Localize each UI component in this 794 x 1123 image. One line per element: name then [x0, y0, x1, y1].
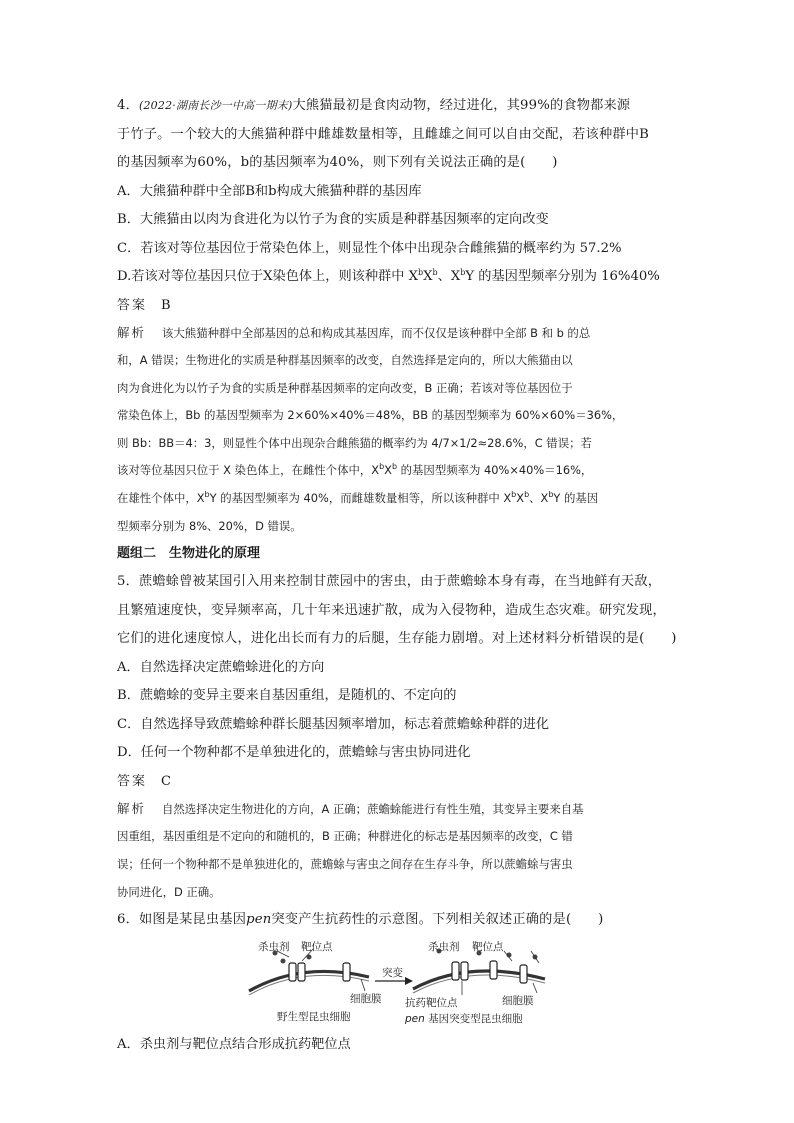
resistant-target-site — [452, 962, 459, 980]
q4-explain-sup: b — [524, 490, 530, 500]
q4-explanation-line-7 — [117, 485, 680, 513]
q5-stem-line-1 — [117, 568, 680, 597]
left-membrane-label: 细胞膜 — [350, 992, 382, 1005]
q5-option-c[interactable]: C．自然选择导致蔗蟾蜍种群长腿基因频率增加，标志着蔗蟾蜍种群的进化 — [117, 716, 550, 732]
q4-explanation-line-8: 型频率分别为 8%、20%，D 错误。 — [117, 518, 302, 533]
q4-explain-sup: b — [548, 490, 554, 500]
q4-explain-sup: b — [391, 462, 398, 472]
q4-option-d-sup: b — [460, 268, 466, 277]
right-caption-text: 基因突变型昆虫细胞 — [424, 1012, 523, 1025]
q5-answer-label: 答案 — [117, 773, 148, 789]
q5-explain-label: 解析 — [117, 800, 147, 816]
q6-gene-name: pen — [246, 912, 272, 928]
right-membrane-label: 细胞膜 — [502, 994, 534, 1007]
q4-explain-7-mid: Y 的基因型频率为 40%，而雌雄数量相等，所以该种群中 X — [209, 491, 512, 506]
q6-stem — [117, 906, 680, 935]
q5-number: 5． — [117, 574, 139, 590]
q4-explanation-line-4: 常染色体上，Bb 的基因型频率为 2×60%×40%＝48%，BB 的基因型频率为 60%×60%＝36%， — [117, 408, 624, 423]
cell-membrane-diagram — [117, 939, 680, 1031]
q4-option-c[interactable]: C．若该对等位基因位于常染色体上，则显性个体中出现杂合雌熊猫的概率约为 57.2% — [117, 240, 622, 256]
q4-explain-sup: b — [204, 490, 210, 500]
q4-explanation-line-6 — [117, 457, 680, 485]
left-membrane-line — [249, 971, 369, 991]
q5-option-d[interactable]: D．任何一个物种都不是单独进化的，蔗蟾蜍与害虫协同进化 — [117, 745, 471, 761]
q4-explain-6-pre: 该对等位基因只位于 X 染色体上，在雌性个体中，X — [117, 463, 380, 478]
q6-stem-post: 突变产生抗药性的示意图。下列相关叙述正确的是( ) — [271, 912, 604, 928]
q4-explain-sup: b — [511, 490, 517, 500]
q4-option-d-sup: b — [418, 268, 424, 277]
left-target-site — [298, 963, 305, 981]
q4-explain-7-post: Y 的基因 — [553, 491, 599, 506]
q5-explain-text: 自然选择决定生物进化的方向，A 正确；蔗蟾蜍能进行有性生殖，其变异主要来自基 — [162, 801, 584, 816]
label-leader-line — [533, 983, 537, 993]
arrow-head-icon — [405, 977, 413, 985]
q5-explanation-line-3: 误；任何一个物种都不是单独进化的，蔗蟾蜍与害虫之间存在生存斗争，所以蔗蟾蜍与害虫 — [117, 856, 573, 871]
q5-answer-value: C — [161, 773, 171, 789]
q4-stem-line-1 — [117, 92, 680, 121]
resistant-target-site — [520, 965, 527, 983]
q4-explain-7-mid3: 、X — [529, 491, 549, 506]
q6-option-a[interactable]: A．杀虫剂与靶位点结合形成抗药靶位点 — [117, 1036, 351, 1052]
q5-stem-line-2: 且繁殖速度快，变异频率高，几十年来迅速扩散，成为入侵物种，造成生态灾难。研究发现， — [117, 602, 666, 618]
q4-number: 4． — [117, 98, 139, 113]
left-target-site — [343, 963, 350, 981]
q4-option-d-sup: b — [432, 268, 438, 277]
resistant-target-site — [461, 962, 468, 980]
label-leader-line — [361, 979, 365, 991]
q4-explain-text: 该大熊猫种群中全部基因的总和构成其基因库，而不仅仅是该种群中全部 B 和 b 的总 — [162, 325, 591, 340]
q4-option-d[interactable] — [117, 263, 680, 292]
q4-explanation-line-3: 肉为食进化为以竹子为食的实质是种群基因频率的定向改变，B 正确；若该对等位基因位于 — [117, 380, 573, 395]
q5-option-a[interactable]: A．自然选择决定蔗蟾蜍进化的方向 — [117, 659, 325, 675]
q4-answer-value: B — [161, 297, 171, 313]
q5-explanation-line-4: 协同进化，D 正确。 — [117, 884, 221, 899]
right-caption-gene: pen — [405, 1012, 425, 1025]
q4-answer-line — [117, 292, 680, 319]
q4-explain-7-mid2: X — [516, 491, 525, 506]
insecticide-molecule — [281, 958, 286, 963]
resistant-target-label: 抗药靶位点 — [405, 996, 458, 1009]
page-content — [117, 92, 680, 1059]
q4-explanation-line-2: 和，A 错误；生物进化的实质是种群基因频率的改变，自然选择是定向的，所以大熊猫由以 — [117, 353, 573, 368]
q4-stem-line-3: 的基因频率为60%，b的基因频率为40%，则下列有关说法正确的是( ) — [117, 155, 558, 170]
left-target-site — [289, 963, 296, 981]
mutation-figure — [117, 939, 680, 1031]
q4-explain-label: 解析 — [117, 324, 147, 340]
q4-stem-text-1: 大熊猫最初是食肉动物，经过进化，其99%的食物都来源 — [292, 98, 631, 113]
q4-explain-6-post: 的基因型频率为 40%×40%＝16%， — [397, 463, 593, 478]
left-insecticide-label: 杀虫剂 — [258, 940, 290, 953]
q4-explain-7-pre: 在雄性个体中，X — [117, 491, 205, 506]
q5-explanation-line-1 — [117, 795, 680, 824]
q4-explain-sup: b — [379, 462, 385, 472]
q5-stem-line-3: 它们的进化速度惊人，进化出长而有力的后腿，生存能力剧增。对上述材料分析错误的是( ) — [117, 631, 677, 647]
right-caption — [405, 1011, 523, 1026]
q6-stem-pre: 如图是某昆虫基因 — [138, 912, 247, 928]
q5-explanation-line-2: 因重组，基因重组是不定向的和随机的，B 正确；种群进化的标志是基因频率的改变，C 错 — [117, 829, 573, 844]
q4-source: (2022·湖南长沙一中高一期末) — [138, 99, 293, 112]
q4-option-b[interactable]: B．大熊猫由以肉为食进化为以竹子为食的实质是种群基因频率的定向改变 — [117, 212, 549, 227]
resistant-target-site — [490, 961, 497, 979]
section-heading: 题组二 生物进化的原理 — [117, 546, 261, 562]
q4-explain-6-mid: X — [384, 463, 392, 478]
right-target-label: 靶位点 — [472, 940, 504, 953]
q4-explanation-line-5: 则 Bb：BB＝4：3，则显性个体中出现杂合雌熊猫的概率约为 4/7×1/2≈28.6%，C 错误；若 — [117, 435, 592, 450]
q4-explanation-line-1 — [117, 319, 680, 348]
q4-option-d-mid: X — [423, 269, 433, 284]
q5-option-b[interactable]: B．蔗蟾蜍的变异主要来自基因重组，是随机的、不定向的 — [117, 688, 457, 704]
arrow-label: 突变 — [382, 966, 403, 979]
left-caption: 野生型昆虫细胞 — [277, 1010, 351, 1023]
q6-number: 6． — [117, 912, 139, 928]
q4-answer-label: 答案 — [117, 297, 148, 313]
right-insecticide-label: 杀虫剂 — [428, 940, 460, 953]
left-target-label: 靶位点 — [301, 940, 333, 953]
q4-option-d-post: Y 的基因型频率分别为 16%40% — [465, 269, 660, 284]
q4-stem-line-2: 于竹子。一个较大的大熊猫种群中雌雄数量相等，且雌雄之间可以自由交配，若该种群中B — [117, 126, 649, 142]
q4-option-d-pre: D.若该对等位基因只位于X染色体上，则该种群中 X — [117, 269, 419, 284]
q4-option-a[interactable]: A．大熊猫种群中全部B和b构成大熊猫种群的基因库 — [117, 183, 422, 199]
q5-answer-line — [117, 768, 680, 795]
q4-option-d-mid: 、X — [437, 269, 461, 284]
q5-stem-text-1: 蔗蟾蜍曾被某国引入用来控制甘蔗园中的害虫，由于蔗蟾蜍本身有毒，在当地鲜有天敌， — [138, 574, 662, 590]
label-leader-line — [531, 951, 539, 963]
